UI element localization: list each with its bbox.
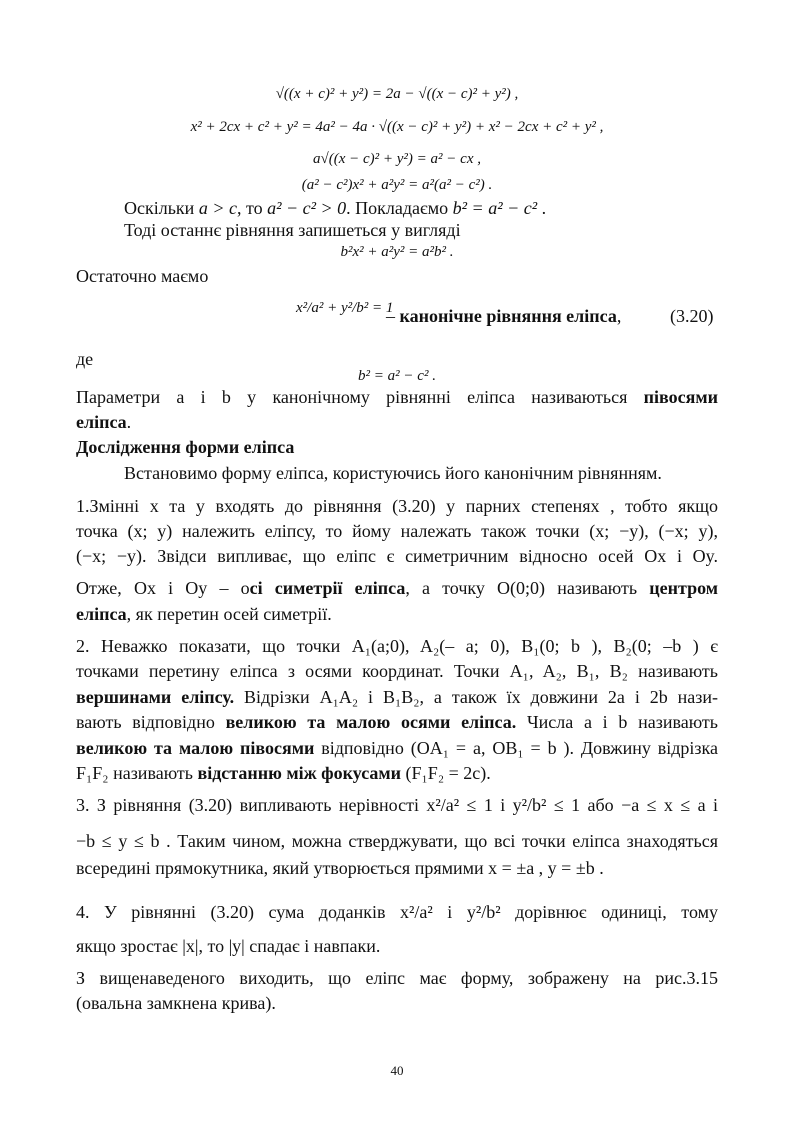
text-line: якщо зростає |x|, то |y| спадає і навпаки.: [76, 936, 381, 956]
text-line: 4. У рівнянні (3.20) сума доданків x²/a² і y²/b² дорівнює одиниці, тому: [76, 902, 718, 922]
text-line: 1.Змінні x та y входять до рівняння (3.20) у парних степенях , тобто якщо: [76, 496, 718, 516]
text-line: Тоді останнє рівняння запишеться у вигляді: [124, 220, 461, 240]
text-line: точками перетину еліпса з осями координат. Точки A₁, A₂, B₁, B₂ називають: [76, 661, 718, 681]
equation-canonical: x²/a² + y²/b² = 1: [296, 300, 394, 316]
equation-2: x² + 2cx + c² + y² = 4a² − 4a · √((x − c)² + y²) + x² − 2cx + c² + y² ,: [190, 119, 604, 135]
equation-5: b²x² + a²y² = a²b² .: [340, 244, 454, 260]
equation-4: (a² − c²)x² + a²y² = a²(a² − c²) .: [301, 177, 493, 193]
text-line: великою та малою півосями відповідно (OA₁ = a, OB₁ = b ). Довжину відрізка: [76, 738, 718, 758]
equation-number: (3.20): [670, 306, 714, 326]
text-line: еліпса.: [76, 412, 132, 432]
text-line: де: [76, 349, 94, 369]
text-line: (−x; −y). Звідси випливає, що еліпс є симетричним відносно осей Ox і Oy.: [76, 546, 718, 566]
text-line: Встановимо форму еліпса, користуючись його канонічним рівнянням.: [124, 463, 662, 483]
section-heading: Дослідження форми еліпса: [76, 437, 295, 457]
page-number: 40: [390, 1063, 404, 1078]
text-line: вершинами еліпсу. Відрізки A₁A₂ і B₁B₂, а також їх довжини 2a і 2b нази-: [76, 687, 719, 707]
text-line: еліпса, як перетин осей симетрії.: [76, 604, 332, 624]
text-line: Отже, Ox і Oy – осі симетрії еліпса, а точку O(0;0) називають центром: [76, 578, 719, 598]
text-line: Параметри a і b у канонічному рівнянні еліпса називаються півосями: [76, 387, 718, 407]
canonical-label: – канонічне рівняння еліпса,: [386, 306, 622, 326]
text-line: (овальна замкнена крива).: [76, 993, 276, 1013]
text-line: Остаточно маємо: [76, 266, 209, 286]
equation-3: a√((x − c)² + y²) = a² − cx ,: [313, 151, 481, 167]
equation-6: b² = a² − c² .: [358, 368, 436, 384]
text-line: всередині прямокутника, який утворюється прямими x = ±a , y = ±b .: [76, 858, 604, 878]
equation-1: √((x + c)² + y²) = 2a − √((x − c)² + y²) ,: [275, 86, 519, 102]
text-line: −b ≤ y ≤ b . Таким чином, можна стверджувати, що всі точки еліпса знаходяться: [76, 831, 718, 851]
text-line: Оскільки a > c, то a² − c² > 0. Покладаємо b² = a² − c² .: [124, 198, 547, 218]
text-line: 3. З рівняння (3.20) випливають нерівності x²/a² ≤ 1 і y²/b² ≤ 1 або −a ≤ x ≤ a і: [76, 795, 718, 815]
text-line: вають відповідно великою та малою осями еліпса. Числа a і b називають: [76, 712, 718, 732]
text-line: 2. Неважко показати, що точки A₁(a;0), A₂(– a; 0), B₁(0; b ), B₂(0; –b ) є: [76, 636, 718, 656]
text-line: F₁F₂ називають відстанню між фокусами (F₁F₂ = 2c).: [76, 763, 491, 783]
text-line: З вищенаведеного виходить, що еліпс має форму, зображену на рис.3.15: [76, 968, 718, 988]
text-line: точка (x; y) належить еліпсу, то йому належать також точки (x; −y), (−x; y),: [76, 521, 718, 541]
